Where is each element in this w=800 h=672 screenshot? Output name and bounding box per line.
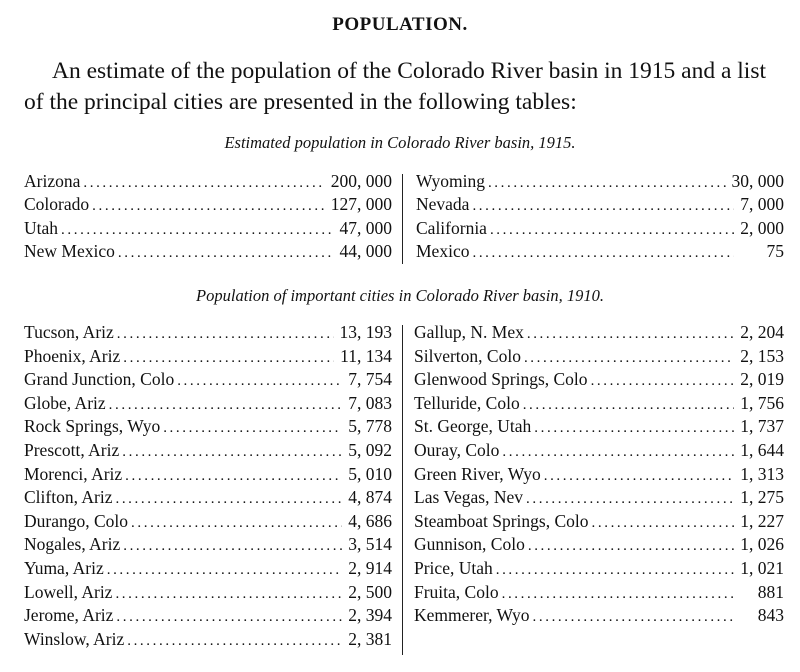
table2-right-column — [414, 321, 784, 628]
table-row — [414, 604, 784, 628]
dot-leader — [131, 512, 342, 536]
table2-left-column — [24, 321, 392, 651]
dot-leader — [117, 323, 334, 347]
place-name: Morenci, Ariz — [24, 463, 123, 484]
table-row — [414, 321, 784, 345]
population-value: 2, 204 — [740, 322, 784, 342]
place-name: Yuma, Ariz — [24, 557, 104, 578]
population-value: 5, 778 — [348, 416, 392, 437]
population-value: 5, 092 — [348, 439, 392, 460]
dot-leader — [107, 559, 342, 583]
place-name: Nevada — [416, 194, 470, 215]
place-name: Jerome, Ariz — [24, 605, 114, 626]
table-row — [24, 628, 392, 652]
table-row — [24, 392, 392, 416]
table-row — [414, 439, 784, 463]
table-row — [24, 321, 392, 345]
table-row — [24, 170, 392, 193]
table-row — [414, 463, 784, 487]
population-value: 2, 914 — [348, 557, 392, 578]
population-value: 2, 500 — [348, 581, 392, 602]
table-row — [414, 345, 784, 369]
place-name: Glenwood Springs, Colo — [414, 369, 588, 390]
dot-leader — [488, 172, 726, 195]
table2-caption: Population of important cities in Colorado River basin, 1910. — [196, 286, 604, 305]
dot-leader — [123, 535, 342, 559]
population-value: 1, 644 — [740, 439, 784, 460]
dot-leader — [115, 488, 342, 512]
table-row — [24, 557, 392, 581]
place-name: Gunnison, Colo — [414, 534, 525, 555]
table1-left-column — [24, 170, 392, 264]
population-value: 2, 394 — [348, 605, 392, 626]
population-value: 1, 756 — [740, 392, 784, 413]
population-value: 75 — [766, 241, 784, 262]
table-row — [414, 415, 784, 439]
table-row — [414, 486, 784, 510]
dot-leader — [502, 583, 734, 607]
dot-leader — [472, 242, 734, 265]
population-value: 7, 083 — [348, 392, 392, 413]
population-value: 1, 227 — [740, 510, 784, 531]
table-row — [24, 463, 392, 487]
dot-leader — [592, 512, 734, 536]
dot-leader — [524, 347, 734, 371]
population-value: 127, 000 — [330, 194, 392, 215]
table-row — [414, 510, 784, 534]
table-row — [24, 345, 392, 369]
place-name: New Mexico — [24, 241, 115, 262]
table-row — [414, 533, 784, 557]
table1-caption: Estimated population in Colorado River basin, 1915. — [224, 133, 576, 152]
place-name: Arizona — [24, 171, 81, 191]
place-name: St. George, Utah — [414, 416, 532, 437]
table-row — [24, 533, 392, 557]
dot-leader — [490, 219, 734, 242]
table-row — [414, 392, 784, 416]
population-value: 2, 000 — [740, 217, 784, 238]
population-value: 1, 021 — [740, 557, 784, 578]
place-name: Mexico — [416, 241, 470, 262]
place-name: Phoenix, Ariz — [24, 345, 121, 366]
dot-leader — [534, 417, 734, 441]
dot-leader — [533, 606, 734, 630]
dot-leader — [127, 630, 342, 654]
dot-leader — [83, 172, 324, 195]
table-row — [24, 415, 392, 439]
place-name: Globe, Ariz — [24, 392, 106, 413]
population-value: 30, 000 — [731, 171, 784, 191]
place-name: Lowell, Ariz — [24, 581, 113, 602]
section-heading: POPULATION. — [332, 14, 468, 35]
population-value: 881 — [757, 581, 784, 602]
population-value: 47, 000 — [339, 217, 392, 238]
column-divider — [402, 174, 403, 264]
dot-leader — [163, 417, 342, 441]
dot-leader — [544, 465, 734, 489]
population-value: 11, 134 — [340, 345, 392, 366]
place-name: Tucson, Ariz — [24, 322, 114, 342]
population-value: 4, 686 — [348, 510, 392, 531]
table-row — [24, 217, 392, 240]
table-row — [414, 368, 784, 392]
column-divider — [402, 325, 403, 655]
place-name: Nogales, Ariz — [24, 534, 121, 555]
table-row — [416, 240, 784, 263]
population-value: 2, 381 — [348, 628, 392, 649]
population-value: 1, 737 — [740, 416, 784, 437]
place-name: Clifton, Ariz — [24, 487, 113, 508]
population-value: 1, 313 — [740, 463, 784, 484]
table-row — [414, 581, 784, 605]
place-name: Winslow, Ariz — [24, 628, 125, 649]
dot-leader — [591, 370, 734, 394]
table-row — [24, 193, 392, 216]
population-value: 843 — [757, 605, 784, 626]
table-row — [24, 439, 392, 463]
dot-leader — [527, 323, 734, 347]
table-row — [24, 368, 392, 392]
place-name: Las Vegas, Nev — [414, 487, 524, 508]
place-name: Grand Junction, Colo — [24, 369, 175, 390]
table-row — [414, 557, 784, 581]
dot-leader — [496, 559, 734, 583]
population-value: 2, 019 — [740, 369, 784, 390]
dot-leader — [92, 195, 325, 218]
table-row — [416, 170, 784, 193]
population-value: 1, 275 — [740, 487, 784, 508]
place-name: Gallup, N. Mex — [414, 322, 524, 342]
population-value: 4, 874 — [348, 487, 392, 508]
population-value: 13, 193 — [339, 322, 392, 342]
table-row — [24, 510, 392, 534]
population-value: 2, 153 — [740, 345, 784, 366]
intro-paragraph: An estimate of the population of the Colorado River basin in 1915 and a list of the principal cities are presented in the following tables: — [24, 58, 767, 115]
table-row — [24, 581, 392, 605]
dot-leader — [526, 488, 734, 512]
population-value: 44, 000 — [339, 241, 392, 262]
dot-leader — [115, 583, 342, 607]
table1-right-column — [416, 170, 784, 264]
dot-leader — [125, 465, 342, 489]
population-value: 7, 000 — [740, 194, 784, 215]
dot-leader — [528, 535, 734, 559]
place-name: Fruita, Colo — [414, 581, 499, 602]
table-row — [24, 604, 392, 628]
dot-leader — [177, 370, 342, 394]
place-name: Silverton, Colo — [414, 345, 521, 366]
dot-leader — [502, 441, 734, 465]
dot-leader — [122, 441, 342, 465]
table-row — [416, 217, 784, 240]
place-name: Utah — [24, 217, 59, 238]
dot-leader — [472, 195, 734, 218]
dot-leader — [61, 219, 333, 242]
population-value: 3, 514 — [348, 534, 392, 555]
place-name: Telluride, Colo — [414, 392, 520, 413]
table-row — [416, 193, 784, 216]
place-name: Colorado — [24, 194, 90, 215]
place-name: Kemmerer, Wyo — [414, 605, 530, 626]
dot-leader — [118, 242, 334, 265]
place-name: Green River, Wyo — [414, 463, 541, 484]
population-value: 1, 026 — [740, 534, 784, 555]
place-name: Ouray, Colo — [414, 439, 500, 460]
population-value: 7, 754 — [348, 369, 392, 390]
population-value: 200, 000 — [330, 171, 392, 191]
dot-leader — [116, 606, 342, 630]
place-name: Steamboat Springs, Colo — [414, 510, 589, 531]
place-name: Wyoming — [416, 171, 485, 191]
table-row — [24, 240, 392, 263]
table-row — [24, 486, 392, 510]
place-name: California — [416, 217, 487, 238]
population-value: 5, 010 — [348, 463, 392, 484]
place-name: Price, Utah — [414, 557, 493, 578]
dot-leader — [523, 394, 734, 418]
place-name: Durango, Colo — [24, 510, 129, 531]
dot-leader — [109, 394, 342, 418]
place-name: Prescott, Ariz — [24, 439, 120, 460]
dot-leader — [123, 347, 334, 371]
place-name: Rock Springs, Wyo — [24, 416, 161, 437]
